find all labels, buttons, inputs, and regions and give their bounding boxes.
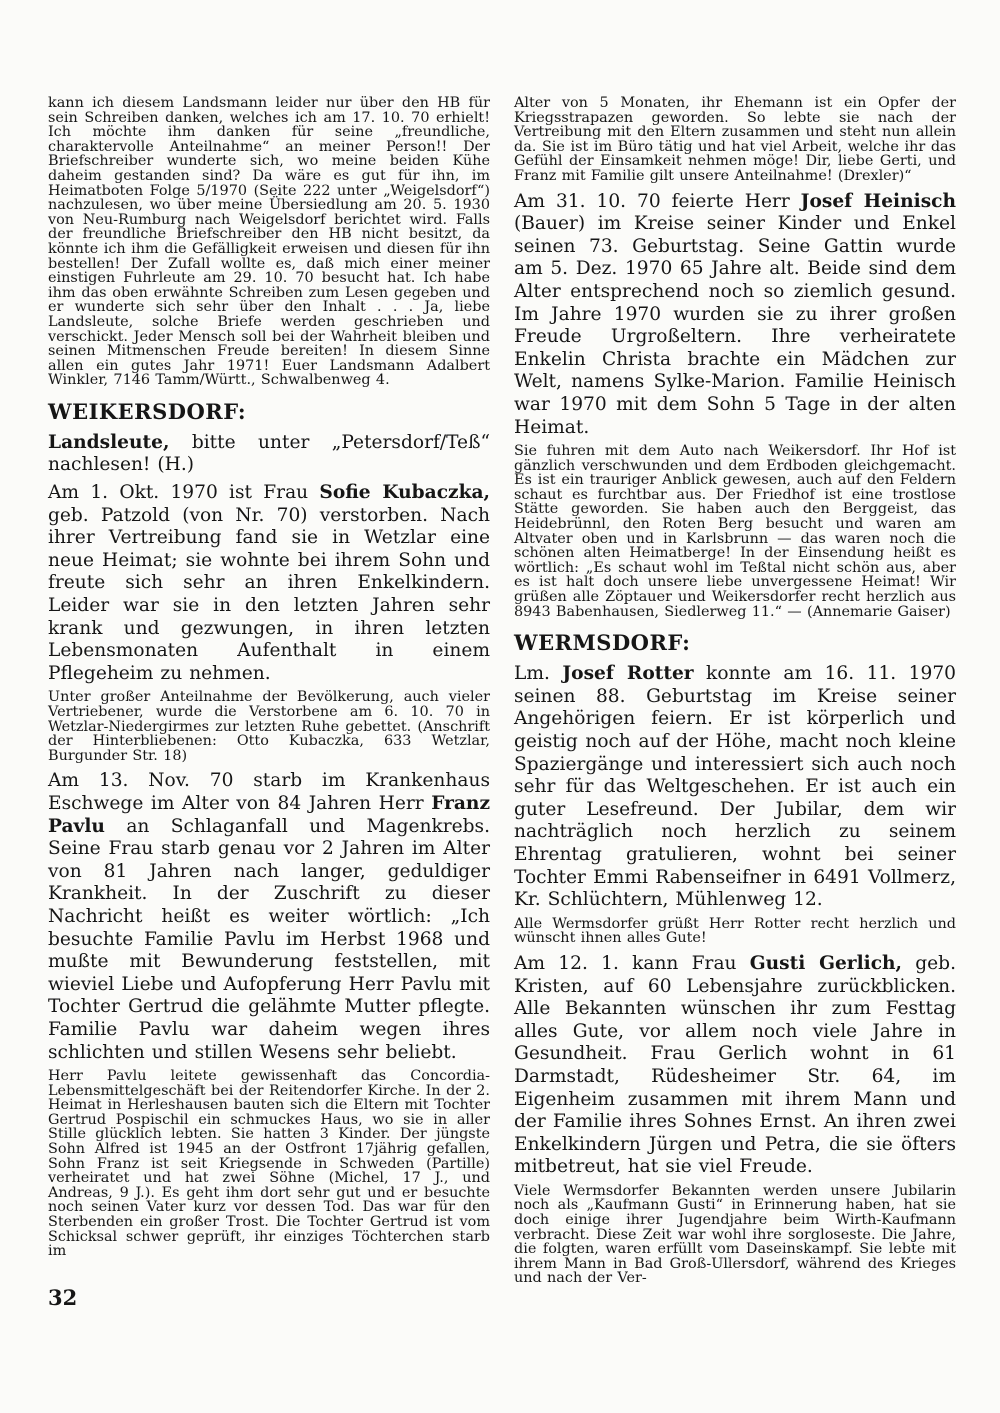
paragraph-gerlich-birthday: Am 12. 1. kann Frau Gusti Gerlich, geb. Kristen, auf 60 Lebensjahre zurückblicken. Alle Bekannten wünschen ihr zum Festtag alles Gute, vor allem noch viele Jahre in Gesundheit. Frau Gerlich wohnt in 61 Darmstadt, Rüdesheimer Str. 64, im Eigenheim zusammen mit ihrem Mann und der Familie ihres Sohnes Ernst. An ihren zwei Enkelkindern Jürgen und Petra, die sie öfters mitbetreut, hat sie viel Freude.: [514, 952, 956, 1178]
paragraph-rotter-birthday: Lm. Josef Rotter konnte am 16. 11. 1970 seinen 88. Geburtstag im Kreise seiner Angehörigen feiern. Er ist körperlich und geistig noch auf der Höhe, macht noch kleine Spaziergänge und interessiert sich auch noch sehr für das Weltgeschehen. Er ist auch ein guter Lesefreund. Der Jubilar, dem wir nachträglich noch herzlich zu seinem Ehrentag gratulieren, wohnt bei seiner Tochter Emmi Rabenseifner in 6491 Vollmerz, Kr. Schlüchtern, Mühlenweg 12.: [514, 663, 957, 911]
paragraph-gerlich-background-note: Viele Wermsdorfer Bekannten werden unsere Jubilarin noch als „Kaufmann Gusti“ in Erinnerung haben, hat sie doch einige ihrer Jugendjahre beim Wirth-Kaufmann verbracht. Diese Zeit war wohl ihre sorgloseste. Die Jahre, die folgten, waren erfüllt vom Daseinskampf. Sie lebte mit ihrem Mann in Bad Groß-Ullersdorf, während des Krieges und nach der Ver-: [514, 1182, 956, 1287]
paragraph-rotter-greeting-note: Alle Wermsdorfer grüßt Herr Rotter recht herzlich und wünscht ihnen alles Gute!: [514, 915, 956, 947]
paragraph-pavlu-obituary: Am 13. Nov. 70 starb im Krankenhaus Eschwege im Alter von 84 Jahren Herr Franz Pavlu an Schlaganfall und Magenkrebs. Seine Frau starb genau vor 2 Jahren im Alter von 81 Jahren nach langer, geduldiger Krankheit. In der Zuschrift zu dieser Nachricht heißt es weiter wörtlich: „Ich besuchte Familie Pavlu im Herbst 1968 und mußte mit Bewunderung feststellen, mit wieviel Liebe und Aufopferung Herr Pavlu mit Tochter Gertrud die gelähmte Mutter pflegte. Familie Pavlu war daheim wegen ihres schlichten und stillen Wesens sehr beliebt.: [48, 770, 490, 1063]
right-column: [514, 96, 956, 1293]
paragraph-kubaczka-burial-note: Unter großer Anteilnahme der Bevölkerung, auch vieler Vertriebener, wurde die Verstorbene am 6. 10. 70 in Wetzlar-Niedergirmes zur letzten Ruhe gebettet. (Anschrift der Hinterbliebenen: Otto Kubaczka, 633 Wetzlar, Burgunder Str. 18): [48, 689, 490, 764]
left-column: [48, 96, 490, 1293]
section-heading-weikersdorf: WEIKERSDORF:: [48, 398, 247, 424]
text-columns: [48, 96, 956, 1293]
paragraph-winkler-letter: kann ich diesem Landsmann leider nur über den HB für sein Schreiben danken, welches ich am 17. 10. 70 erhielt! Ich möchte ihm danken für seine „freundliche, charaktervolle Anteilnahme“ an meiner Person!! Der Briefschreiber wunderte sich, wo meine beiden Kühe daheim gestanden sind? Da wäre es gut für ihn, im Heimatboten Folge 5/1970 (Seite 222 unter „Weigelsdorf“) nachzulesen, wo über meine Übersiedlung am 20. 5. 1930 von Neu-Rumburg nach Weigelsdorf berichtet wird. Falls der freundliche Briefschreiber den HB nicht besitzt, da könnte ich ihm die Gefälligkeit erweisen und diesen für ihn bestellen! Der Zufall wollte es, daß mich einer meiner einstigen Fuhrleute am 29. 10. 70 besucht hat. Ich habe ihm das oben erwähnte Schreiben zum Lesen gegeben und er wunderte sich sehr über den Inhalt . . . Ja, liebe Landsleute, solche Briefe werden geschrieben und verschickt. Jeder Mensch soll bei der Wahrheit bleiben und seinen Mitmenschen Freude bereiten! In diesem Sinne allen ein gutes Jahr 1971! Euer Landsmann Adalbert Winkler, 7146 Tamm/Württ., Schwalbenweg 4.: [48, 95, 490, 389]
page-number: 32: [48, 1285, 78, 1310]
paragraph-pavlu-family-note: Herr Pavlu leitete gewissenhaft das Concordia-Lebensmittelgeschäft bei der Reitendorfer Kirche. In der 2. Heimat in Herleshausen bauten sich die Eltern mit Tochter Gertrud Pospischil ein schmuckes Haus, wo sie in aller Stille glücklich lebten. Sie hatten 3 Kinder. Der jüngste Sohn Alfred ist 1945 an der Ostfront 17jährig gefallen, Sohn Franz ist seit Kriegsende in Schweden (Partille) verheiratet und hat zwei Söhne (Michel, 17 J., und Andreas, 9 J.). Es geht ihm dort sehr gut und er besuchte noch seinen Vater kurz vor dessen Tod. Das war für den Sterbenden ein großer Trost. Die Tochter Gertrud ist vom Schicksal schwer geprüft, ihr einziges Töchterchen starb im: [48, 1068, 490, 1260]
paragraph-kubaczka-obituary: Am 1. Okt. 1970 ist Frau Sofie Kubaczka, geb. Patzold (von Nr. 70) verstorben. Nach ihrer Vertreibung fand sie in Wetzlar eine neue Heimat; sie wohnte bei ihrem Sohn und freute sich sehr an ihren Enkelkindern. Leider war sie in den letzten Jahren sehr krank und gezwungen, in ihren letzten Lebensmonaten Aufenthalt in einem Pflegeheim zu nehmen.: [48, 482, 490, 684]
paragraph-heinisch-travel-note: Sie fuhren mit dem Auto nach Weikersdorf. Ihr Hof ist gänzlich verschwunden und dem Erdboden gleichgemacht. Es ist ein trauriger Anblick gewesen, auch auf den Feldern schaut es furchtbar aus. Der Friedhof ist eine trostlose Stätte geworden. Sie haben auch den Berggeist, das Heidebrünnl, den Roten Berg besucht und waren am Altvater oben und in Karlsbrunn — das waren noch die schönen alten Heimatberge! In der Einsendung heißt es wörtlich: „Es schaut wohl im Teßtal nicht schön aus, aber es ist halt doch unsere liebe unvergessene Heimat! Wir grüßen alle Zöptauer und Weikersdorfer recht herzlich aus 8943 Babenhausen, Siedlerweg 11.“ — (Annemarie Gaiser): [514, 443, 956, 620]
section-heading-wermsdorf: WERMSDORF:: [514, 630, 691, 656]
paragraph-landsleute-note: Landsleute, bitte unter „Petersdorf/Teß“ nachlesen! (H.): [48, 431, 490, 476]
paragraph-heinisch-birthday: Am 31. 10. 70 feierte Herr Josef Heinisch (Bauer) im Kreise seiner Kinder und Enkel seinen 73. Geburtstag. Seine Gattin wurde am 5. Dez. 1970 65 Jahre alt. Beide sind dem Alter entsprechend noch so ziemlich gesund. Im Jahre 1970 wurden sie zu ihrer großen Freude Urgroßeltern. Ihre verheiratete Enkelin Christa brachte ein Mädchen zur Welt, namens Sylke-Marion. Familie Heinisch war 1970 mit dem Sohn 5 Tage in der alten Heimat.: [514, 190, 956, 438]
paragraph-drexler-continuation: Alter von 5 Monaten, ihr Ehemann ist ein Opfer der Kriegsstrapazen geworden. So lebte sie nach der Vertreibung mit den Eltern zusammen und steht nun allein da. Sie ist im Büro tätig und hat viel Arbeit, welche ihr das Gefühl der Einsamkeit nehmen möge! Dir, liebe Gerti, und Franz mit Familie gilt unsere Anteilnahme! (Drexler)“: [514, 95, 956, 184]
